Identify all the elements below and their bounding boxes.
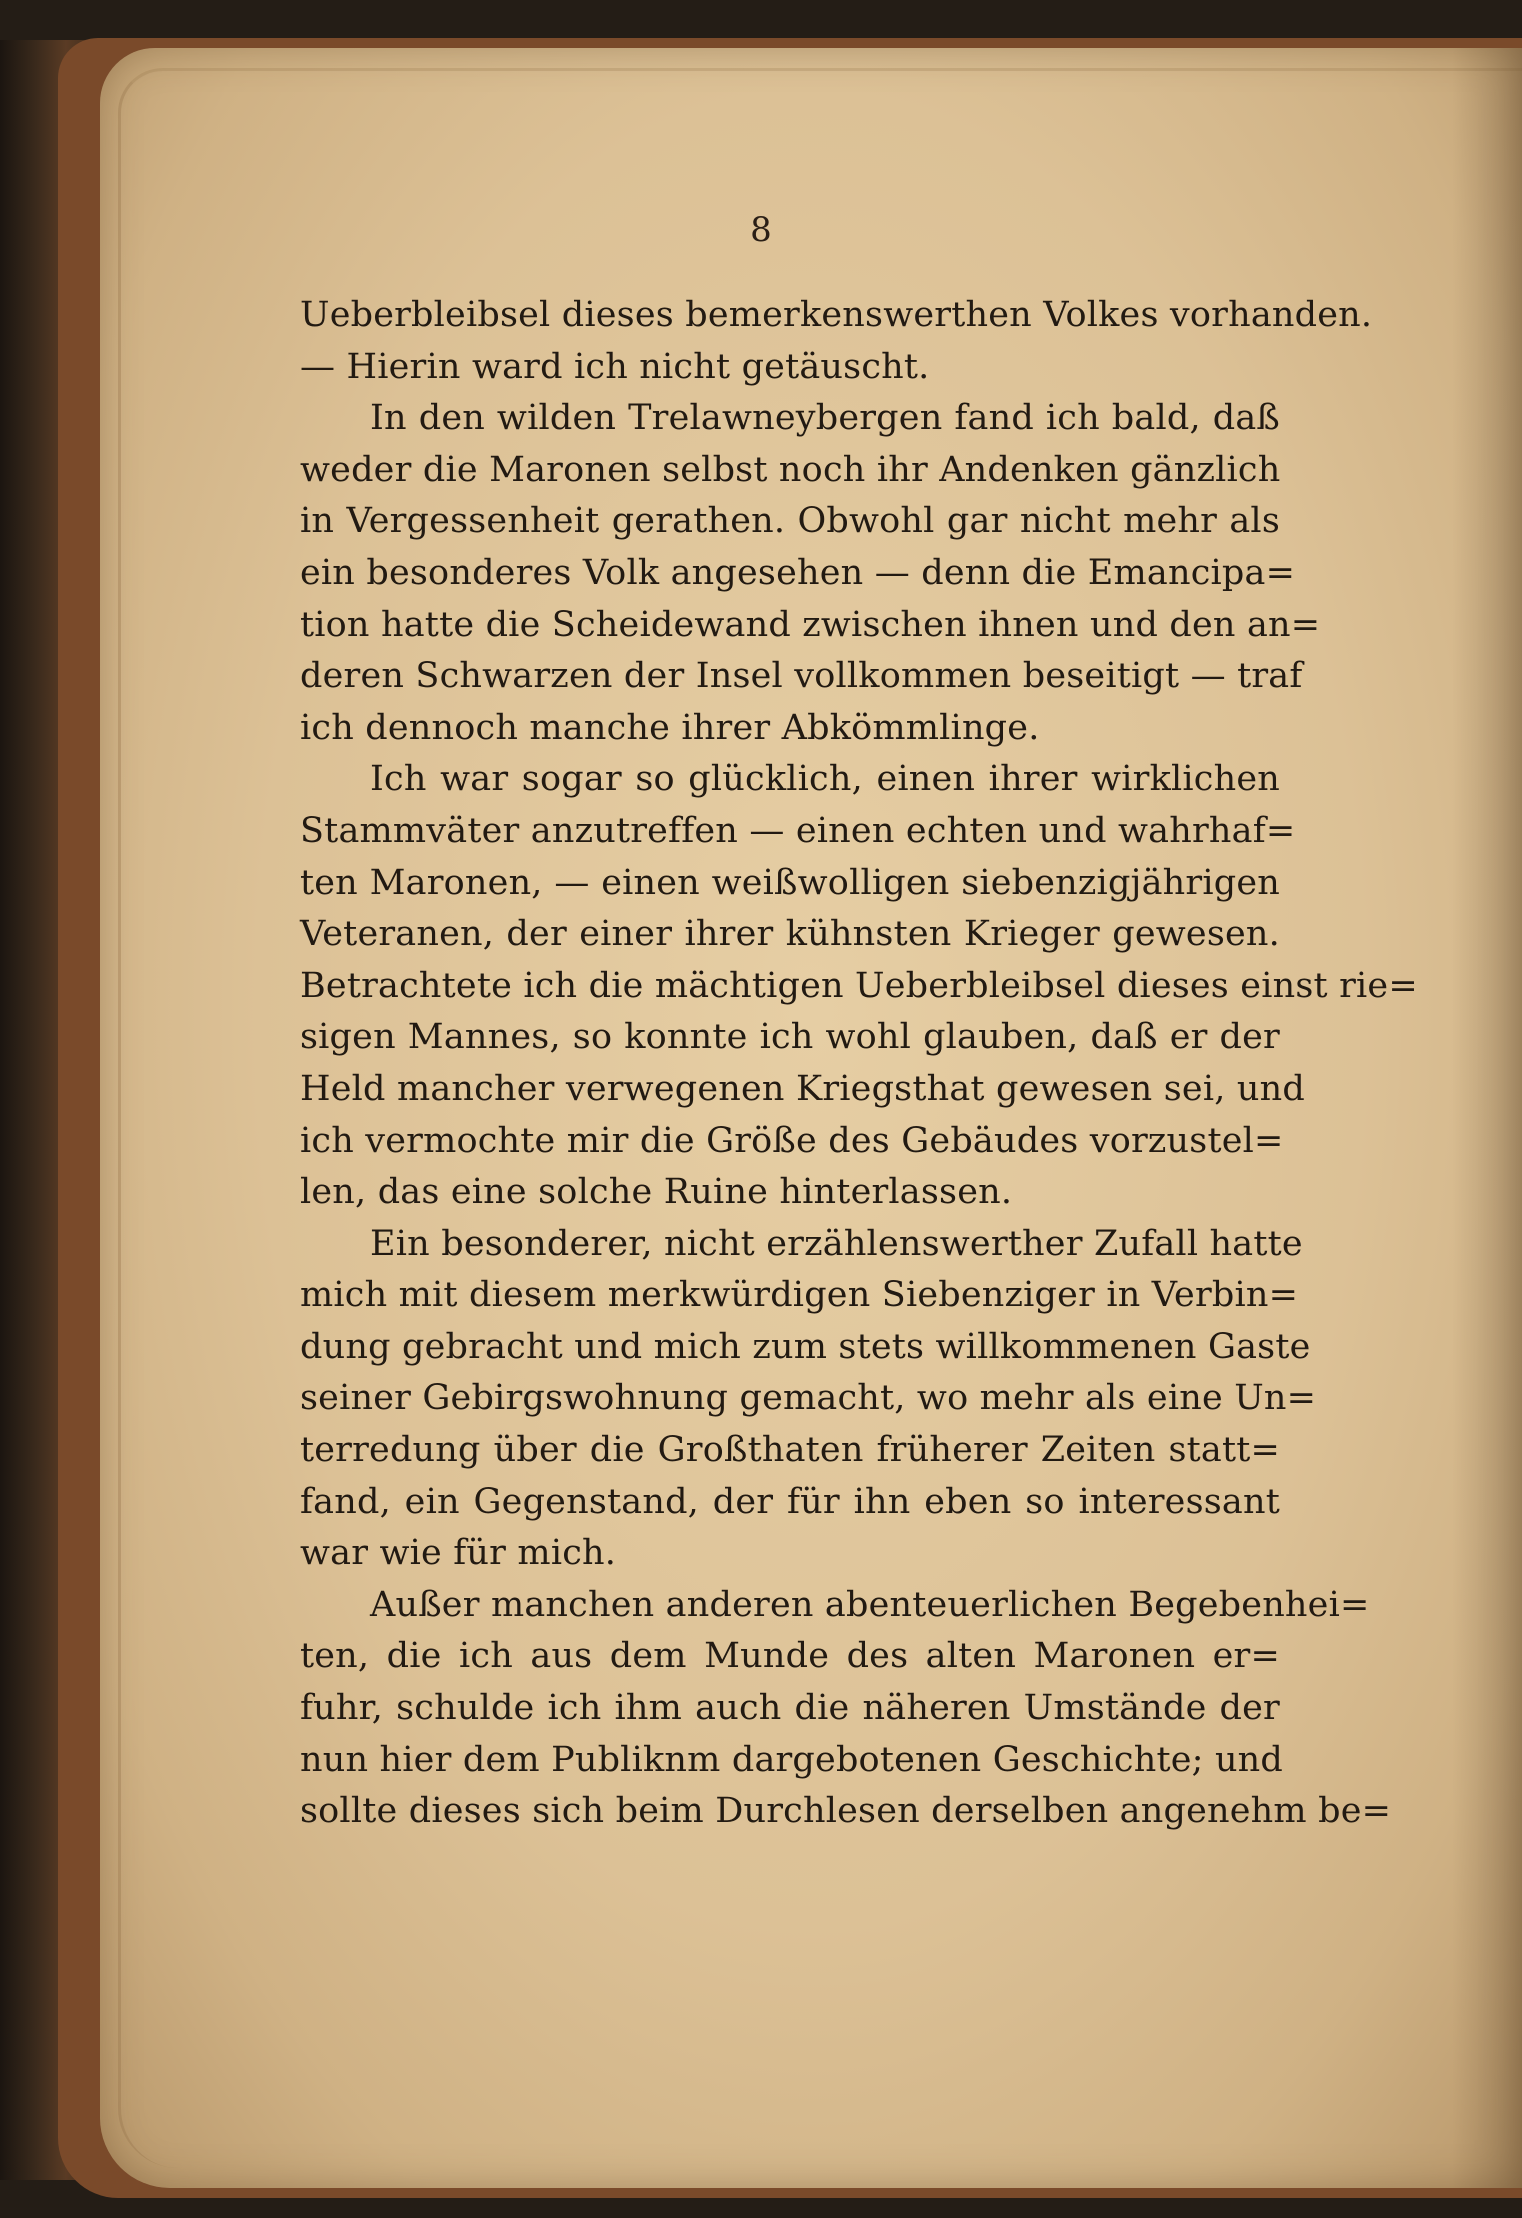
text-line: ich dennoch manche ihrer Abkömmlinge.: [300, 707, 1040, 748]
text-line: Ich war sogar so glücklich, einen ihrer wirklichen: [370, 759, 1280, 800]
text-line: war wie für mich.: [300, 1533, 617, 1574]
text-line: Held mancher verwegenen Kriegsthat gewesen sei, und: [300, 1068, 1305, 1109]
gutter-shadow: [1452, 48, 1522, 2188]
text-line: ten Maronen, — einen weißwolligen siebenzigjährigen: [300, 862, 1280, 903]
text-line: seiner Gebirgswohnung gemacht, wo mehr als eine Un=: [300, 1378, 1317, 1419]
text-line: Stammväter anzutreffen — einen echten und wahrhaf=: [300, 810, 1296, 851]
text-line: — Hierin ward ich nicht getäuscht.: [300, 346, 930, 387]
text-line: Ueberbleibsel dieses bemerkenswerthen Volkes vorhanden.: [300, 295, 1373, 335]
text-line: deren Schwarzen der Insel vollkommen beseitigt — traf: [300, 656, 1303, 697]
text-line: nun hier dem Publiknm dargebotenen Geschichte; und: [300, 1739, 1284, 1780]
body-text: [300, 290, 1418, 1838]
text-line: sigen Mannes, so konnte ich wohl glauben, daß er der: [300, 1017, 1280, 1058]
text-line: in Vergessenheit gerathen. Obwohl gar nicht mehr als: [300, 501, 1280, 542]
text-line: tion hatte die Scheidewand zwischen ihnen und den an=: [300, 604, 1321, 645]
text-line: sollte dieses sich beim Durchlesen derselben angenehm be=: [300, 1791, 1392, 1832]
text-line: fand, ein Gegenstand, der für ihn eben so interessant: [300, 1481, 1280, 1522]
text-line: Ein besonderer, nicht erzählenswerther Zufall hatte: [370, 1223, 1303, 1264]
text-line: ich vermochte mir die Größe des Gebäudes vorzustel=: [300, 1120, 1284, 1161]
text-line: dung gebracht und mich zum stets willkommenen Gaste: [300, 1326, 1311, 1367]
text-line: fuhr, schulde ich ihm auch die näheren Umstände der: [300, 1688, 1280, 1729]
text-line: mich mit diesem merkwürdigen Siebenziger in Verbin=: [300, 1275, 1299, 1316]
text-line: Außer manchen anderen abenteuerlichen Begebenhei=: [370, 1584, 1370, 1625]
text-line: Veteranen, der einer ihrer kühnsten Krieger gewesen.: [300, 914, 1280, 955]
text-line: terredung über die Großthaten früherer Zeiten statt=: [300, 1430, 1280, 1471]
page-number: 8: [750, 210, 772, 250]
text-line: ten, die ich aus dem Munde des alten Maronen er=: [300, 1636, 1280, 1677]
text-line: weder die Maronen selbst noch ihr Andenken gänzlich: [300, 449, 1281, 490]
text-line: In den wilden Trelawneybergen fand ich bald, daß: [370, 398, 1280, 439]
text-line: ein besonderes Volk angesehen — denn die Emancipa=: [300, 552, 1296, 593]
text-line: Betrachtete ich die mächtigen Ueberbleibsel dieses einst rie=: [300, 965, 1418, 1006]
text-line: len, das eine solche Ruine hinterlassen.: [300, 1172, 1013, 1213]
